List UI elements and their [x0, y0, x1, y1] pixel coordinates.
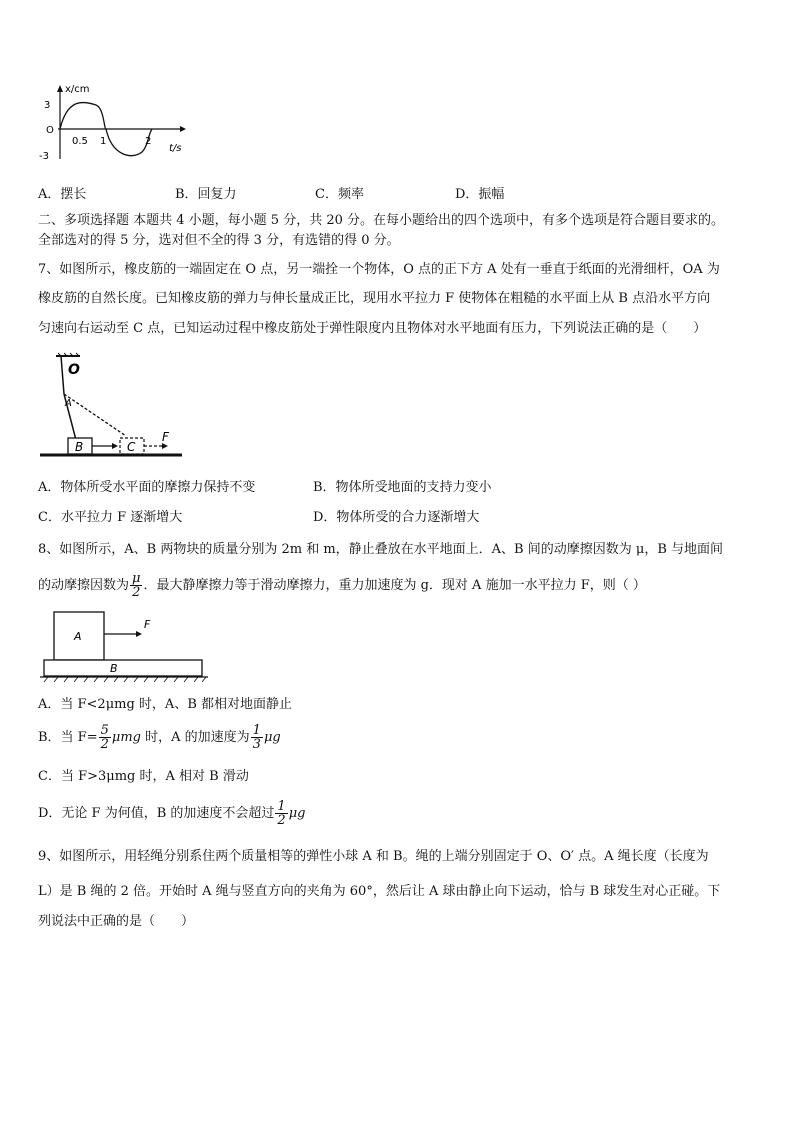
q9-line3: 列说法中正确的是（ ） [38, 914, 195, 929]
q6-option-d: D．振幅 [455, 187, 505, 202]
q7-line2: 橡皮筋的自然长度。已知橡皮筋的弹力与伸长量成正比，现用水平拉力 F 使物体在粗糙的水平面上从 B 点沿水平方向 [38, 291, 711, 306]
q8-option-d: D．无论 F 为何值，B 的加速度不会超过 $\frac{1}{2}$ μg [38, 799, 306, 828]
q7-option-b: B．物体所受地面的支持力变小 [313, 480, 492, 495]
q9-line1: 9、如图所示，用轻绳分别系住两个质量相等的弹性小球 A 和 B。绳的上端分别固定于 O、O′ 点。A 绳长度（长度为 [38, 849, 709, 864]
q7-line3: 匀速向右运动至 C 点，已知运动过程中橡皮筋处于弹性限度内且物体对水平地面有压力，下列说法正确的是（ ） [38, 321, 707, 336]
one-half-fraction: $\frac{1}{2}$ [277, 799, 286, 828]
x-axis-arrow [180, 126, 186, 132]
block-b-label: B [75, 440, 84, 454]
y-axis-arrow [57, 85, 63, 92]
rubber-band-oa [61, 356, 64, 394]
block-a-label: A [74, 630, 82, 643]
block-b-label: B [110, 662, 118, 675]
q7-figure [36, 352, 186, 464]
q8-option-a: A．当 F<2μmg 时，A、B 都相对地面静止 [38, 697, 293, 712]
section2-line2: 全部选对的得 5 分，选对但不全的得 3 分，有选错的得 0 分。 [38, 233, 400, 248]
x-axis-label: t/s [169, 143, 182, 154]
q6-option-c: C．频率 [315, 187, 364, 202]
q8-line2 [38, 570, 646, 602]
y-axis-label: x/cm [65, 84, 90, 95]
y-bottom-label: -3 [39, 151, 49, 162]
q9-line2: L）是 B 绳的 2 倍。开始时 A 绳与竖直方向的夹角为 60°，然后让 A 球由静止向下运动，恰与 B 球发生对心正碰。下 [38, 884, 721, 899]
x-tick-0-5: 0.5 [72, 136, 88, 147]
force-f-label: F [162, 430, 169, 444]
point-o-label: O [68, 362, 80, 378]
section2-line1: 二、多项选择题 本题共 4 小题，每小题 5 分，共 20 分。在每小题给出的四个选项中，有多个选项是符合题目要求的。 [38, 213, 725, 228]
block-b [44, 660, 202, 676]
q8-figure [36, 610, 216, 688]
mu-over-2-fraction: $\frac{\mu}{2}$ [132, 571, 141, 600]
q8-line2-pre: 的动摩擦因数为 [38, 578, 130, 593]
x-tick-1: 1 [100, 136, 107, 147]
q7-option-a: A．物体所受水平面的摩擦力保持不变 [38, 480, 256, 495]
q8-option-b: B．当 F= $\frac{5}{2}$ μmg 时，A 的加速度为 $\frac{1}{3}$ μg [38, 723, 281, 752]
five-halves-fraction: $\frac{5}{2}$ [100, 723, 109, 752]
q7-line1: 7、如图所示，橡皮筋的一端固定在 O 点，另一端拴一个物体，O 点的正下方 A 处有一垂直于纸面的光滑细杆，OA 为 [38, 262, 720, 277]
origin-label: O [46, 125, 54, 136]
q6-option-a: A．摆长 [38, 187, 87, 202]
block-c-label: C [127, 440, 136, 454]
x-tick-2: 2 [145, 136, 152, 147]
q6-option-b: B．回复力 [175, 187, 237, 202]
q7-option-c: C．水平拉力 F 逐渐增大 [38, 510, 183, 525]
q8-line2-post: ．最大静摩擦力等于滑动摩擦力，重力加速度为 g．现对 A 施加一水平拉力 F，则（ ） [143, 578, 646, 593]
one-third-fraction: $\frac{1}{3}$ [252, 723, 261, 752]
q7-option-d: D．物体所受的合力逐渐增大 [313, 510, 480, 525]
point-a-label: A [65, 398, 72, 409]
y-top-label: 3 [44, 100, 51, 111]
q8-option-c: C．当 F>3μmg 时，A 相对 B 滑动 [38, 769, 249, 784]
q8-line1: 8、如图所示，A、B 两物块的质量分别为 2m 和 m，静止叠放在水平地面上．A、B 间的动摩擦因数为 μ，B 与地面间 [38, 542, 724, 557]
force-f-label: F [144, 618, 151, 631]
oscillation-graph [34, 80, 194, 165]
